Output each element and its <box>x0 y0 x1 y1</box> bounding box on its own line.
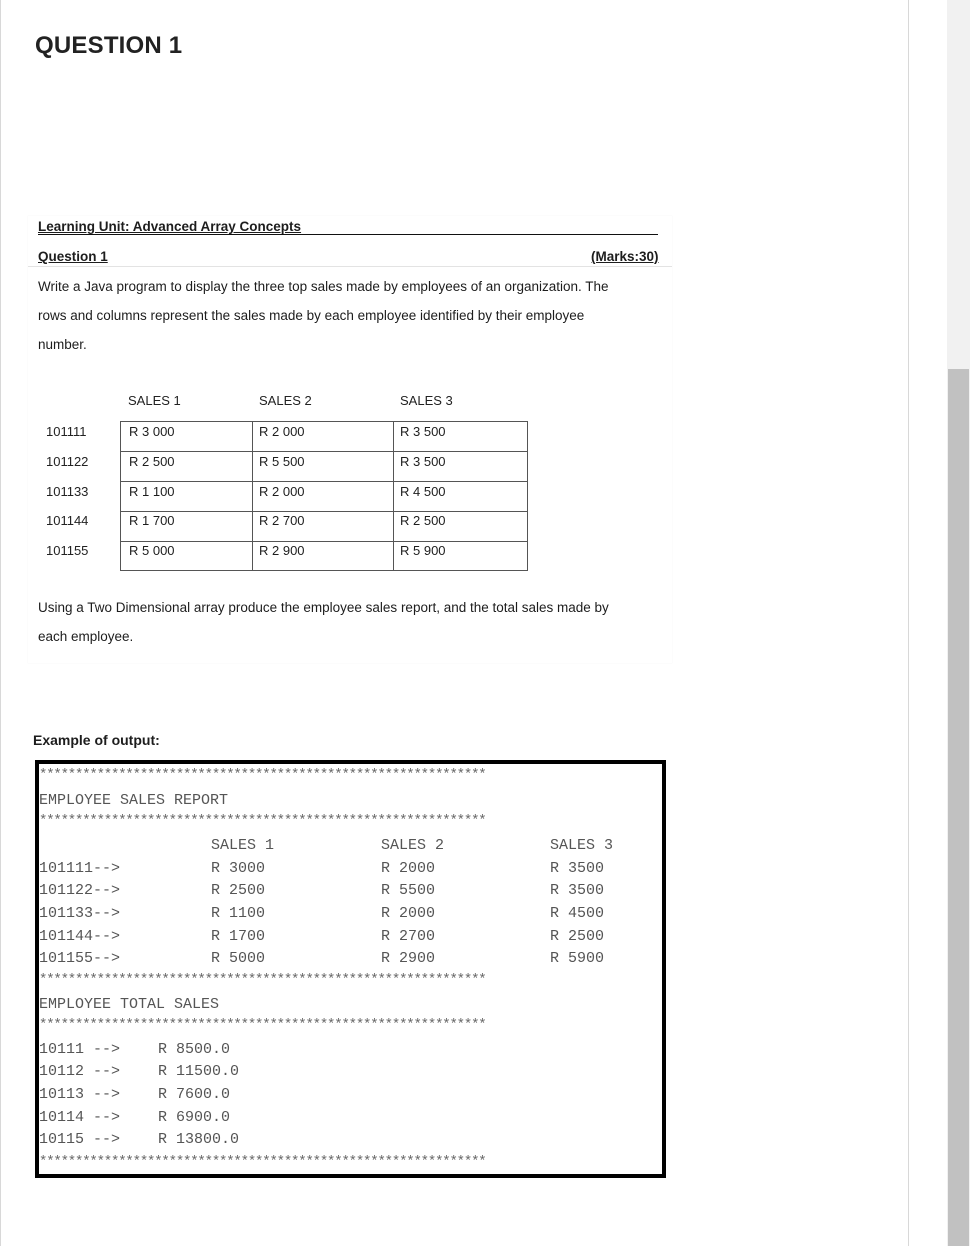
scrollbar-thumb[interactable] <box>948 369 969 1246</box>
table-cell: R 5 900 <box>400 543 446 558</box>
total-value: R 13800.0 <box>158 1131 240 1148</box>
total-employee-id: 10115 --> <box>39 1131 121 1148</box>
column-header-sales-2: SALES 2 <box>259 393 312 408</box>
table-cell: R 3 000 <box>129 424 175 439</box>
total-value: R 11500.0 <box>158 1063 240 1080</box>
divider <box>28 266 672 267</box>
marks-label: (Marks:30) <box>591 249 659 264</box>
total-employee-id: 10113 --> <box>39 1086 121 1103</box>
total-value: R 8500.0 <box>158 1041 231 1058</box>
table-cell: R 2 900 <box>259 543 305 558</box>
output-value: R 3500 <box>550 882 605 899</box>
table-divider <box>393 421 394 571</box>
description-line: rows and columns represent the sales made by each employee identified by their employee <box>38 308 585 323</box>
output-value: R 1700 <box>211 928 266 945</box>
output-value: R 5000 <box>211 950 266 967</box>
learning-unit-label: Learning Unit: Advanced Array Concepts <box>38 219 302 234</box>
column-header-sales-3: SALES 3 <box>400 393 453 408</box>
report-title: EMPLOYEE SALES REPORT <box>39 792 229 809</box>
table-divider <box>120 511 528 512</box>
description-line: number. <box>38 337 87 352</box>
stars-divider: ************************************************************** <box>39 1154 486 1170</box>
employee-id: 101144 <box>46 513 89 528</box>
table-divider <box>252 421 253 571</box>
column-header-sales-1: SALES 1 <box>128 393 181 408</box>
stars-divider: ************************************************************** <box>39 972 486 988</box>
total-employee-id: 10112 --> <box>39 1063 121 1080</box>
learning-unit-rule <box>38 234 658 235</box>
output-employee-id: 101155--> <box>39 950 121 967</box>
description-line: Write a Java program to display the three top sales made by employees of an organization. The <box>38 279 609 294</box>
output-employee-id: 101133--> <box>39 905 121 922</box>
output-value: R 4500 <box>550 905 605 922</box>
table-cell: R 5 500 <box>259 454 305 469</box>
output-employee-id: 101122--> <box>39 882 121 899</box>
table-divider <box>120 481 528 482</box>
output-value: R 2500 <box>211 882 266 899</box>
table-divider <box>120 451 528 452</box>
table-cell: R 5 000 <box>129 543 175 558</box>
output-value: R 2500 <box>550 928 605 945</box>
page-title: QUESTION 1 <box>35 32 183 59</box>
table-cell: R 2 500 <box>129 454 175 469</box>
table-cell: R 1 100 <box>129 484 175 499</box>
total-value: R 6900.0 <box>158 1109 231 1126</box>
table-cell: R 2 000 <box>259 484 305 499</box>
employee-id: 101122 <box>46 454 89 469</box>
instruction-line: each employee. <box>38 629 134 644</box>
output-header: SALES 3 <box>550 837 614 854</box>
output-value: R 1100 <box>211 905 266 922</box>
output-value: R 2000 <box>381 905 436 922</box>
stars-divider: ************************************************************** <box>39 1017 486 1033</box>
totals-title: EMPLOYEE TOTAL SALES <box>39 996 220 1013</box>
employee-id: 101111 <box>46 424 87 439</box>
output-value: R 2900 <box>381 950 436 967</box>
output-value: R 2700 <box>381 928 436 945</box>
table-cell: R 3 500 <box>400 454 446 469</box>
table-cell: R 2 500 <box>400 513 446 528</box>
instruction-line: Using a Two Dimensional array produce the employee sales report, and the total sales made by <box>38 600 609 615</box>
output-header: SALES 1 <box>211 837 275 854</box>
table-cell: R 4 500 <box>400 484 446 499</box>
output-value: R 2000 <box>381 860 436 877</box>
output-employee-id: 101144--> <box>39 928 121 945</box>
table-cell: R 3 500 <box>400 424 446 439</box>
output-value: R 5900 <box>550 950 605 967</box>
output-employee-id: 101111--> <box>39 860 121 877</box>
table-cell: R 1 700 <box>129 513 175 528</box>
example-output-label: Example of output: <box>33 732 160 748</box>
stars-divider: ************************************************************** <box>39 813 486 829</box>
employee-id: 101155 <box>46 543 89 558</box>
table-cell: R 2 000 <box>259 424 305 439</box>
total-employee-id: 10114 --> <box>39 1109 121 1126</box>
output-value: R 3500 <box>550 860 605 877</box>
total-employee-id: 10111 --> <box>39 1041 121 1058</box>
stars-divider: ************************************************************** <box>39 767 486 783</box>
output-value: R 5500 <box>381 882 436 899</box>
sales-table <box>120 421 528 571</box>
total-value: R 7600.0 <box>158 1086 231 1103</box>
employee-id: 101133 <box>46 484 89 499</box>
output-header: SALES 2 <box>381 837 445 854</box>
question-number: Question 1 <box>38 249 108 264</box>
table-cell: R 2 700 <box>259 513 305 528</box>
table-divider <box>120 541 528 542</box>
output-value: R 3000 <box>211 860 266 877</box>
